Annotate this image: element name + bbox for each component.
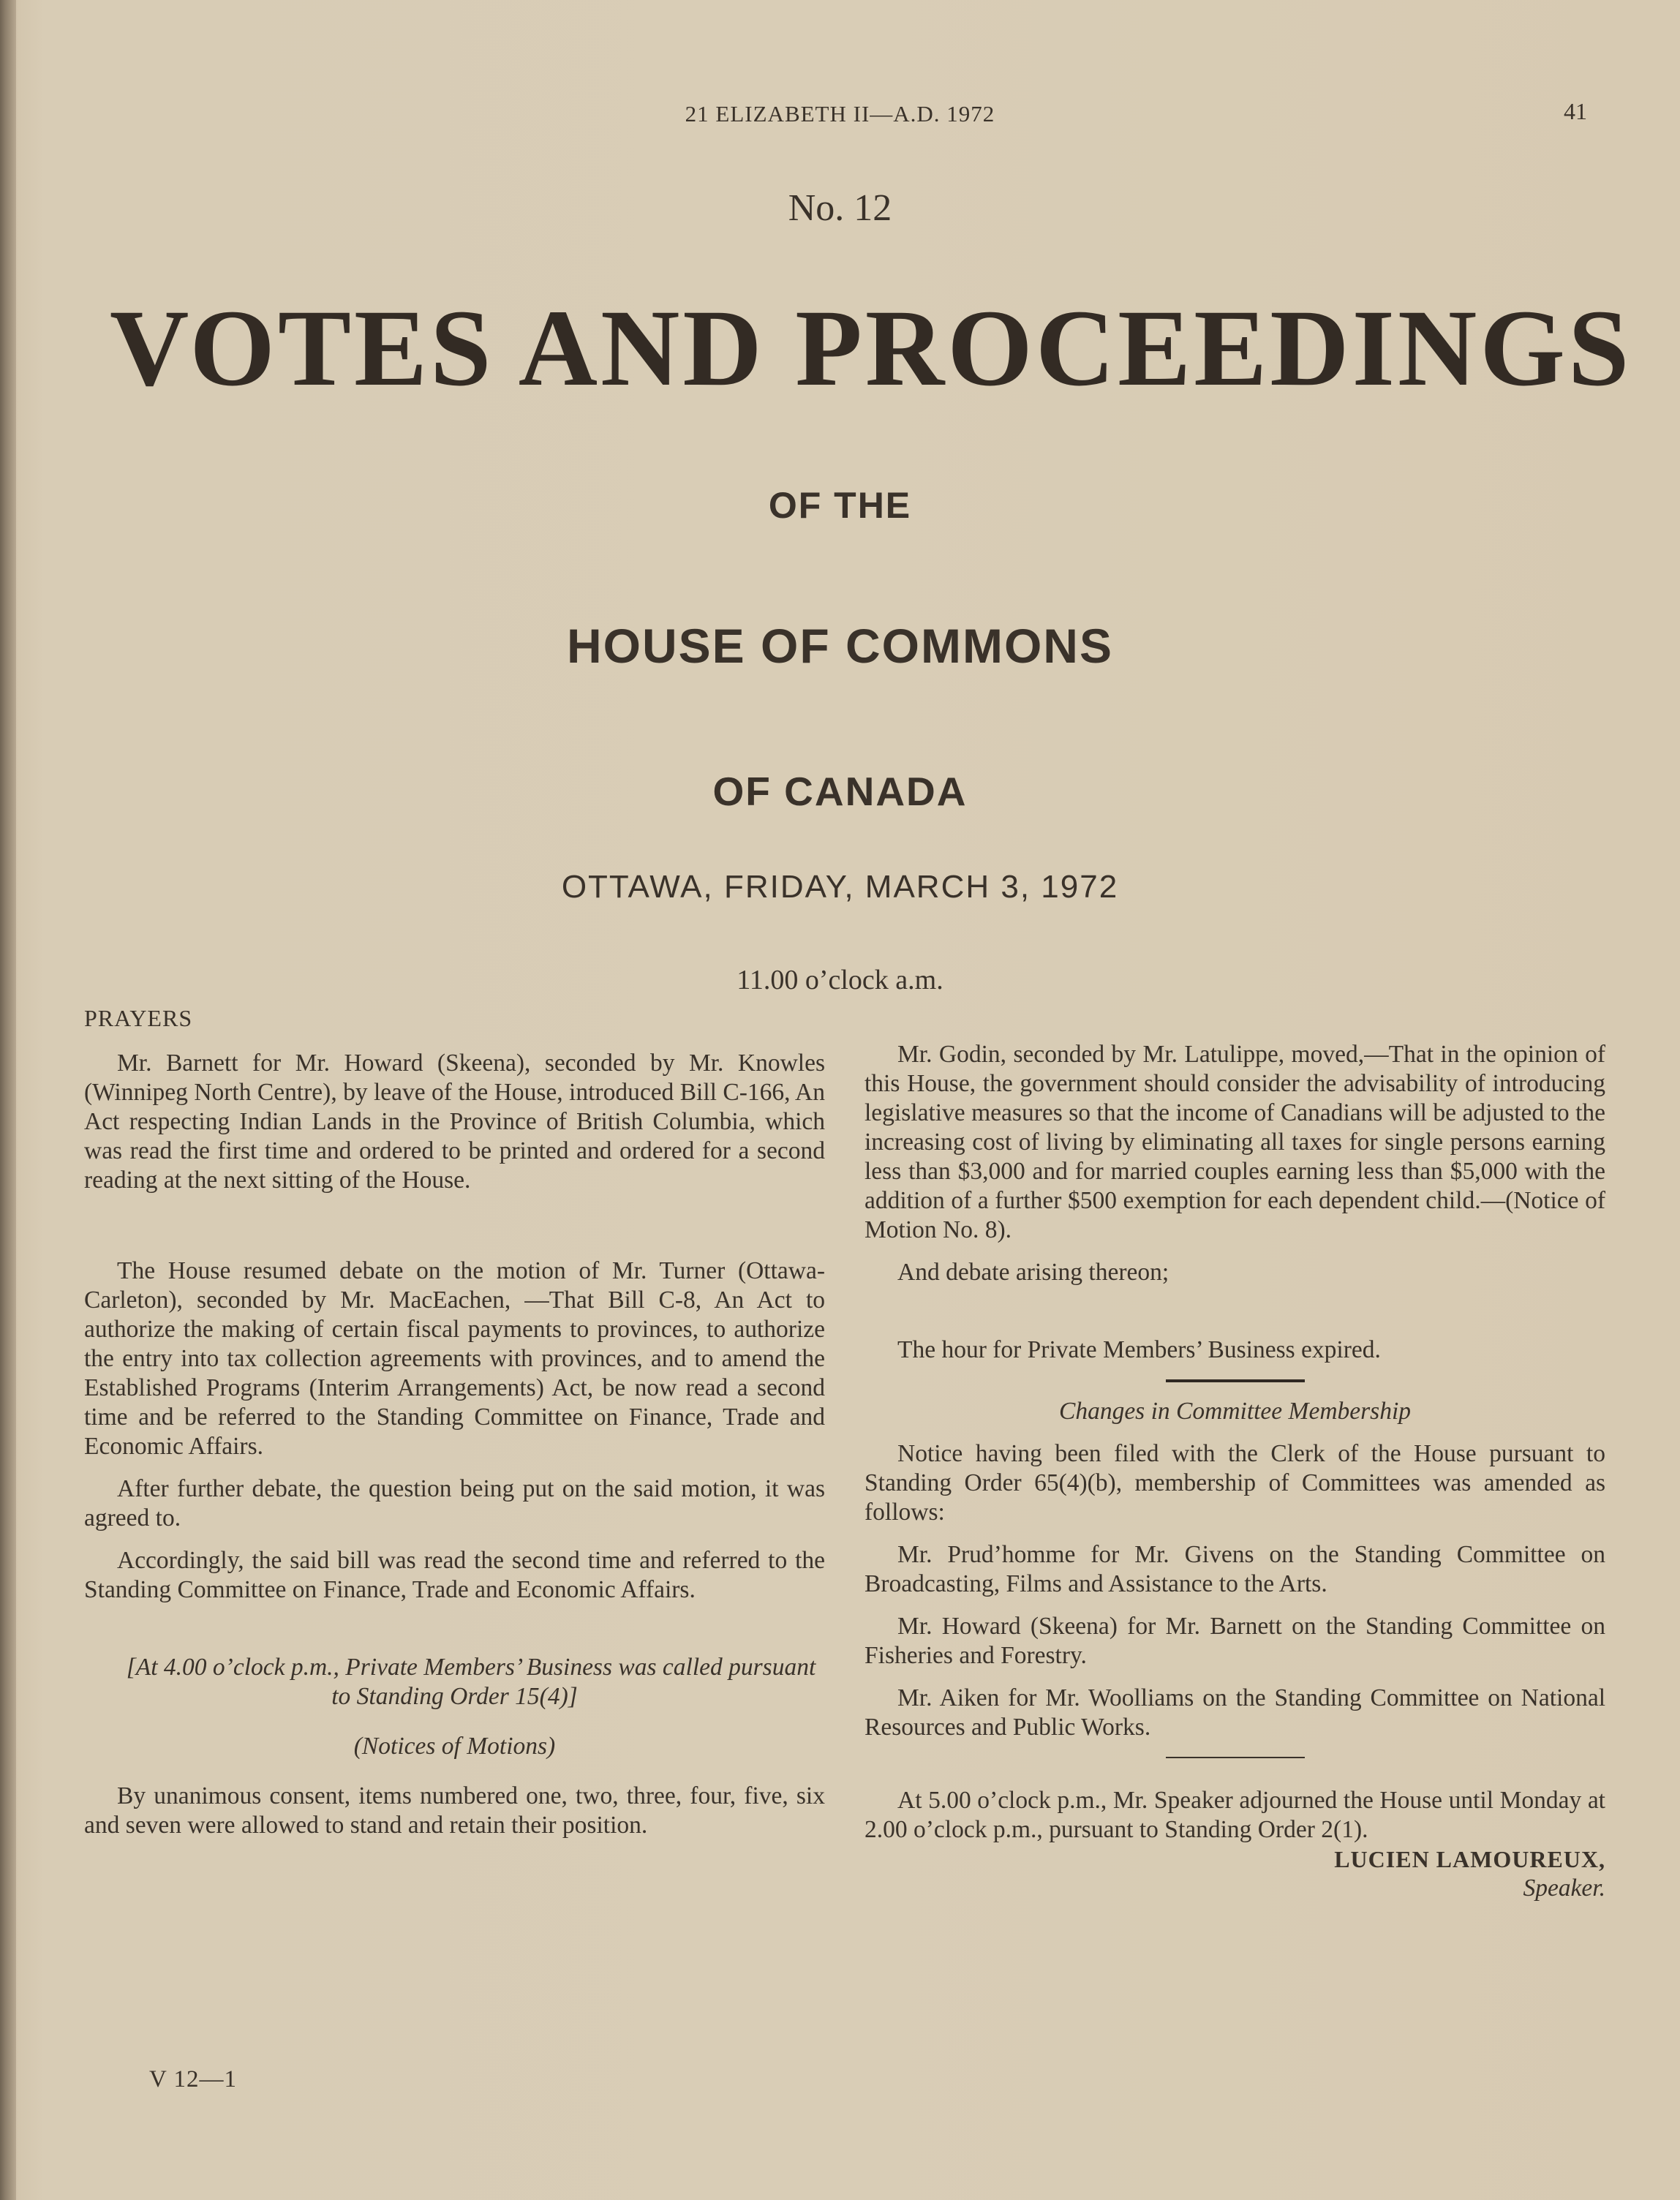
dateline: OTTAWA, FRIDAY, MARCH 3, 1972 — [561, 869, 1119, 905]
left-column — [84, 1003, 825, 1840]
paragraph-adjournment: At 5.00 o’clock p.m., Mr. Speaker adjourned the House until Monday at 2.00 o’clock p.m., pursuant to Standing Order 2(1). — [865, 1787, 1605, 1843]
subtitle-of-the: OF THE — [768, 485, 912, 526]
paragraph-hour-expired: The hour for Private Members’ Business expired. — [897, 1336, 1381, 1363]
paragraph-second-reading: Accordingly, the said bill was read the second time and referred to the Standing Committee on Finance, Trade and Economic Affairs. — [84, 1547, 825, 1603]
paragraph-bill-c166: Mr. Barnett for Mr. Howard (Skeena), seconded by Mr. Knowles (Winnipeg North Centre), by leave of the House, introduced Bill C-166, An Act respecting Indian Lands in the Province of British Columbia, which was read the first time and ordered to be printed and ordered for a second reading at the next sitting of the House. — [84, 1050, 825, 1194]
paragraph-prudhomme: Mr. Prud’homme for Mr. Givens on the Standing Committee on Broadcasting, Films and Assistance to the Arts. — [865, 1541, 1605, 1597]
subtitle-of-canada: OF CANADA — [712, 769, 968, 814]
section-divider — [1166, 1379, 1305, 1382]
footer-code: V 12—1 — [149, 2066, 237, 2092]
committee-changes-heading: Changes in Committee Membership — [1058, 1398, 1412, 1425]
paragraph-aiken: Mr. Aiken for Mr. Woolliams on the Standing Committee on National Resources and Public Works. — [865, 1684, 1605, 1741]
signature-title: Speaker. — [1523, 1875, 1605, 1902]
page-number: 41 — [1564, 98, 1587, 124]
paragraph-motion-agreed: After further debate, the question being put on the said motion, it was agreed to. — [84, 1475, 825, 1532]
private-members-note: [At 4.00 o’clock p.m., Private Members’ Business was called pursuant to Standing Order 15(4)] — [126, 1654, 816, 1710]
paragraph-debate-arising: And debate arising thereon; — [897, 1259, 1169, 1286]
notices-of-motions-heading: (Notices of Motions) — [353, 1733, 556, 1760]
signature-name: LUCIEN LAMOUREUX, — [1334, 1846, 1605, 1872]
section-divider-thin — [1166, 1757, 1305, 1758]
subtitle-house-of-commons: HOUSE OF COMMONS — [566, 619, 1113, 673]
sitting-time: 11.00 o’clock a.m. — [737, 965, 943, 995]
prayers-heading: PRAYERS — [84, 1005, 193, 1031]
paragraph-howard: Mr. Howard (Skeena) for Mr. Barnett on the Standing Committee on Fisheries and Forestry. — [865, 1613, 1605, 1669]
main-title: VOTES AND PROCEEDINGS — [110, 287, 1632, 409]
paragraph-unanimous-consent: By unanimous consent, items numbered one, two, three, four, five, six and seven were allowed to stand and retain their position. — [84, 1782, 825, 1839]
binding-spine — [0, 0, 16, 2200]
right-column — [865, 1040, 1605, 1903]
running-head: 21 ELIZABETH II—A.D. 1972 — [685, 101, 995, 127]
paragraph-notice-filed: Notice having been filed with the Clerk of the House pursuant to Standing Order 65(4)(b), membership of Committees was amended as follows: — [865, 1440, 1605, 1526]
paragraph-godin-motion: Mr. Godin, seconded by Mr. Latulippe, moved,—That in the opinion of this House, the government should consider the advisability of introducing legislative measures so that the income of Canadians will be adjusted to the increasing cost of living by eliminating all taxes for single persons earning less than $3,000 and for married couples earning less than $5,000 with the addition of a further $500 exemption for each dependent child.—(Notice of Motion No. 8). — [865, 1041, 1605, 1243]
issue-number: No. 12 — [788, 187, 892, 229]
paragraph-debate-bill-c8: The House resumed debate on the motion of Mr. Turner (Ottawa-Carleton), seconded by Mr. MacEachen, —That Bill C-8, An Act to authorize the making of certain fiscal payments to provinces, to authorize the entry into tax collection agreements with provinces, and to amend the Established Programs (Interim Arrangements) Act, be now read a second time and be referred to the Standing Committee on Finance, Trade and Economic Affairs. — [84, 1257, 825, 1460]
